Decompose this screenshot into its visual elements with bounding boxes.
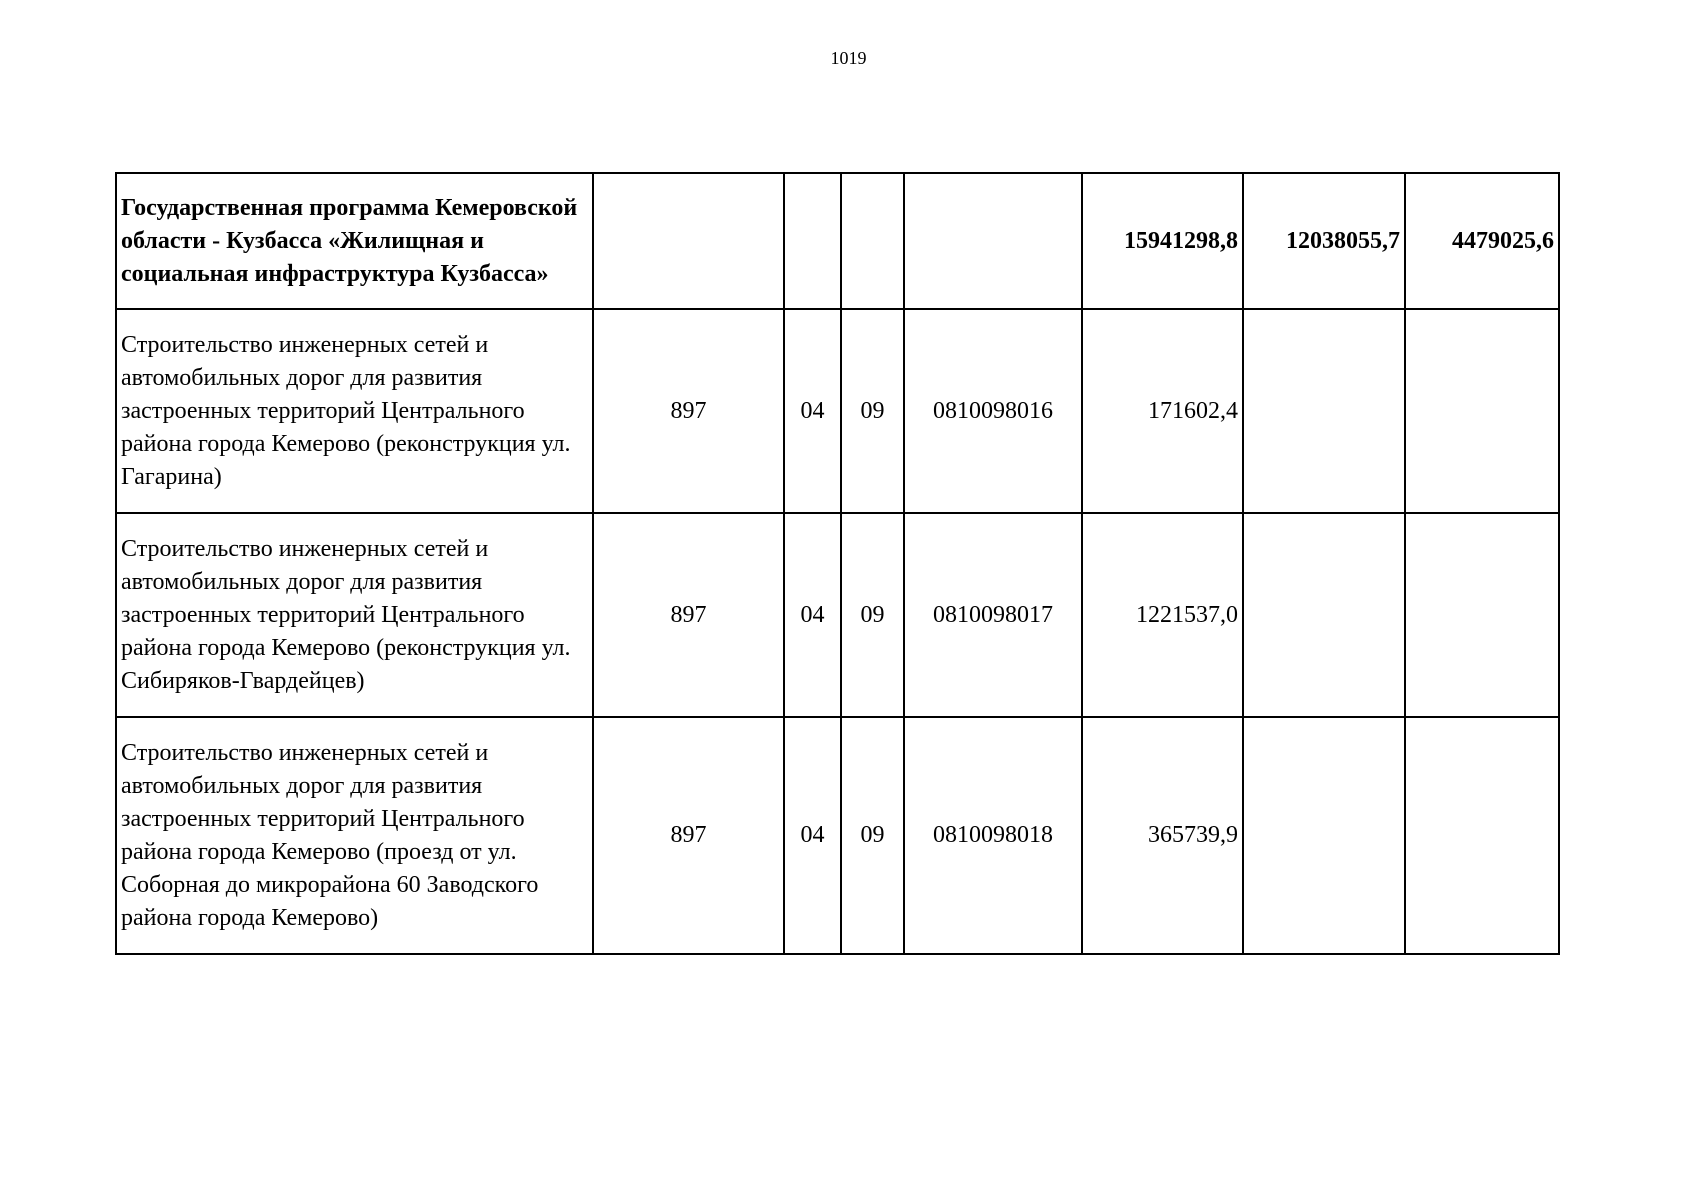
cell-name: Строительство инженерных сетей и автомобильных дорог для развития застроенных территорий Центрального района города Кемерово (реконструкция ул. Гагарина) <box>116 309 593 513</box>
page-number: 1019 <box>830 48 867 68</box>
cell-section: 04 <box>784 513 841 717</box>
cell-amount-1: 171602,4 <box>1082 309 1243 513</box>
cell-amount-1: 1221537,0 <box>1082 513 1243 717</box>
cell-subsection: 09 <box>841 717 904 954</box>
cell-section: 04 <box>784 717 841 954</box>
cell-ministry <box>593 173 784 309</box>
cell-subsection: 09 <box>841 309 904 513</box>
cell-amount-2 <box>1243 309 1405 513</box>
cell-section <box>784 173 841 309</box>
cell-ministry: 897 <box>593 717 784 954</box>
cell-name: Государственная программа Кемеровской области - Кузбасса «Жилищная и социальная инфраструктура Кузбасса» <box>116 173 593 309</box>
cell-amount-3 <box>1405 513 1559 717</box>
cell-target-article <box>904 173 1082 309</box>
budget-table <box>115 172 1560 955</box>
cell-ministry: 897 <box>593 513 784 717</box>
cell-target-article: 0810098016 <box>904 309 1082 513</box>
cell-ministry: 897 <box>593 309 784 513</box>
cell-target-article: 0810098018 <box>904 717 1082 954</box>
cell-subsection: 09 <box>841 513 904 717</box>
cell-amount-3 <box>1405 717 1559 954</box>
cell-name: Строительство инженерных сетей и автомобильных дорог для развития застроенных территорий Центрального района города Кемерово (реконструкция ул. Сибиряков-Гвардейцев) <box>116 513 593 717</box>
cell-name: Строительство инженерных сетей и автомобильных дорог для развития застроенных территорий Центрального района города Кемерово (проезд от ул. Соборная до микрорайона 60 Заводского района города Кемерово) <box>116 717 593 954</box>
cell-amount-1: 365739,9 <box>1082 717 1243 954</box>
table-row <box>116 513 1559 717</box>
cell-amount-2 <box>1243 513 1405 717</box>
table-row <box>116 309 1559 513</box>
cell-amount-2: 12038055,7 <box>1243 173 1405 309</box>
cell-amount-2 <box>1243 717 1405 954</box>
table-row-program-total <box>116 173 1559 309</box>
cell-subsection <box>841 173 904 309</box>
table-row <box>116 717 1559 954</box>
cell-amount-1: 15941298,8 <box>1082 173 1243 309</box>
cell-amount-3 <box>1405 309 1559 513</box>
cell-amount-3: 4479025,6 <box>1405 173 1559 309</box>
cell-section: 04 <box>784 309 841 513</box>
cell-target-article: 0810098017 <box>904 513 1082 717</box>
